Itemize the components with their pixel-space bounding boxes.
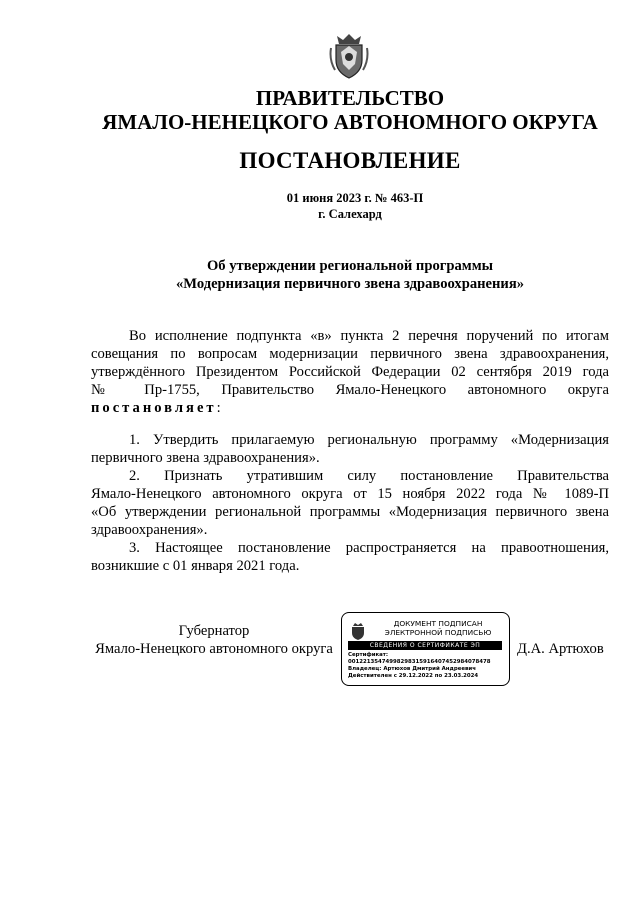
signatory-name: Д.А. Артюхов [517,641,604,657]
position-line2: Ямало-Ненецкого автономного округа [95,641,333,657]
item-3-line: возникшие с 01 января 2021 года. [91,558,300,574]
coat-of-arms-small-icon [350,621,366,641]
signatory-position [91,622,337,658]
item-2-line: «Об утверждении региональной программы «Модернизация первичного звена [91,504,609,520]
stamp-validity: Действителен с 29.12.2022 по 23.03.2024 [348,673,479,679]
yamal-nenets-coat-of-arms-icon [329,30,369,80]
item-2-line: здравоохранения». [91,522,208,538]
org-name-line1: ПРАВИТЕЛЬСТВО [255,86,445,110]
document-title-line2: «Модернизация первичного звена здравоохранения» [175,276,525,292]
preamble-decree-line [91,399,609,417]
position-line1: Губернатор [178,623,250,639]
stamp-cert-header: СВЕДЕНИЯ О СЕРТИФИКАТЕ ЭП [348,641,502,650]
preamble-line: № Пр-1755, Правительство Ямало-Ненецкого автономного округа [91,382,609,398]
item-1-line: первичного звена здравоохранения». [91,450,320,466]
item-3-line: 3. Настоящее постановление распространяется на правоотношения, [129,540,609,556]
org-name-line2: ЯМАЛО-НЕНЕЦКОГО АВТОНОМНОГО ОКРУГА [102,110,598,134]
decrees-word: постановляет [91,400,217,416]
decision-items [91,431,609,575]
date-and-number: 01 июня 2023 г. № 463-П [286,191,424,205]
preamble-line: Во исполнение подпункта «в» пункта 2 перечня поручений по итогам [129,328,609,344]
stamp-title-line1: ДОКУМЕНТ ПОДПИСАН [393,619,483,628]
item-2-line: 2. Признать утратившим силу постановление Правительства [129,468,609,484]
decrees-colon: : [216,400,221,416]
preamble [91,327,609,417]
document-title-line1: Об утверждении региональной программы [206,258,494,274]
preamble-line: утверждённого Президентом Российской Федерации 02 сентября 2019 года [91,364,609,380]
stamp-title-line2: ЭЛЕКТРОННОЙ ПОДПИСЬЮ [384,628,492,637]
item-2-line: Ямало-Ненецкого автономного округа от 15 ноября 2022 года № 1089-П [91,486,609,502]
electronic-signature-stamp [341,612,510,686]
stamp-cert-label: Сертификат: [348,652,389,658]
document-type: ПОСТАНОВЛЕНИЕ [239,148,461,173]
preamble-line: совещания по вопросам модернизации первичного звена здравоохранения, [91,346,609,362]
item-1-line: 1. Утвердить прилагаемую региональную программу «Модернизация [129,432,609,448]
stamp-cert-number: 00122135474998298315916407452984078478 [348,659,491,665]
stamp-owner: Владелец: Артюхов Дмитрий Андреевич [348,666,476,672]
city: г. Салехард [318,207,382,221]
